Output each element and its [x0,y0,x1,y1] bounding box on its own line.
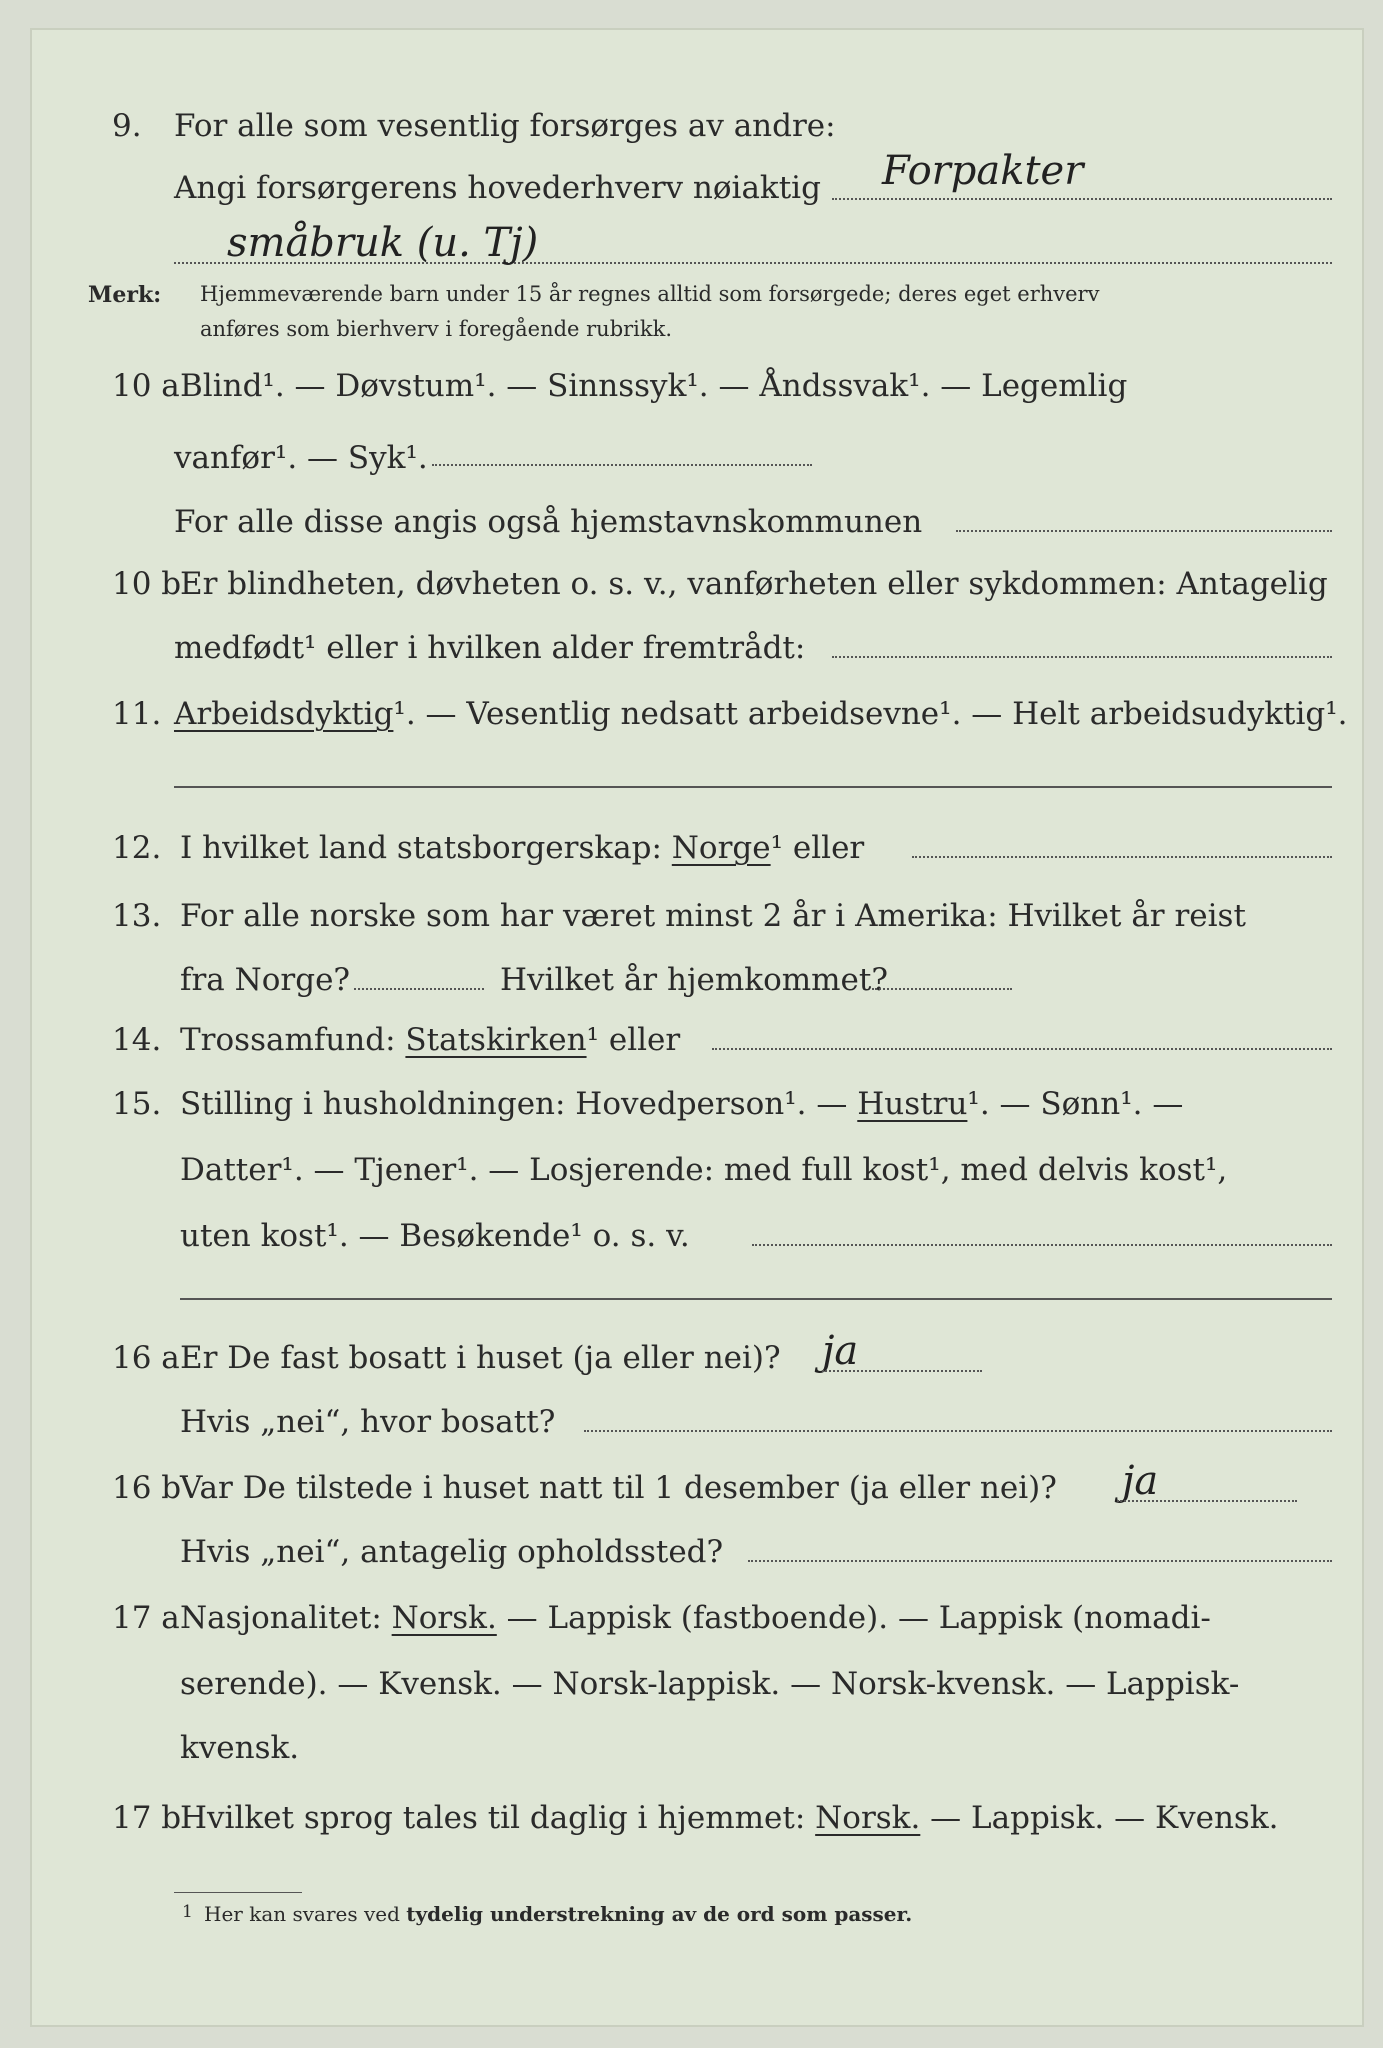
footnote-text [204,1902,912,1926]
q17b-prefix: Hvilket sprog tales til daglig i hjemmet: [180,1800,806,1836]
q17a-line1 [180,1600,1211,1636]
q15-line3: uten kost¹. — Besøkende¹ o. s. v. [180,1218,690,1254]
q15-number: 15. [112,1086,162,1122]
q14-underlined-answer: Statskirken [405,1022,587,1058]
q15-line1 [180,1086,1183,1122]
q13-departure-line [354,988,484,990]
q10a-line3: For alle disse angis også hjemstavnskommunen [174,504,923,540]
q17a-line3: kvensk. [180,1730,300,1766]
q9-answer-line1 [832,198,1332,200]
q16a-handwritten-answer: ja [822,1328,859,1374]
q11-underlined-answer: Arbeidsdyktig [174,696,394,732]
q13-line2a: fra Norge? [180,962,351,998]
q9-number: 9. [112,108,142,144]
q14-line1 [180,1022,680,1058]
q15-extra-line [180,1298,1332,1300]
q17b-number: 17 b [112,1800,182,1836]
q13-line2b: Hvilket år hjemkommet? [500,962,888,998]
q9-handwritten-continued: småbruk (u. Tj) [227,220,539,266]
q16a-line1: Er De fast bosatt i huset (ja eller nei)? [180,1340,781,1376]
q14-answer-line [712,1048,1332,1050]
q16b-location-line [748,1560,1332,1562]
q10b-answer-line [832,656,1332,658]
q15-answer-line [752,1244,1332,1246]
q16b-handwritten-answer: ja [1122,1458,1159,1504]
q13-number: 13. [112,898,162,934]
q13-line1: For alle norske som har været minst 2 år i Amerika: Hvilket år reist [180,898,1246,934]
q17a-line2: serende). — Kvensk. — Norsk-lappisk. — Norsk-kvensk. — Lappisk- [180,1666,1240,1702]
q10a-line2: vanfør¹. — Syk¹. [174,440,428,476]
q11-line1-rest: ¹. — Vesentlig nedsatt arbeidsevne¹. — Helt arbeidsudyktig¹. [393,696,1348,732]
q17a-line1-rest: — Lappisk (fastboende). — Lappisk (nomadi- [506,1600,1211,1636]
q16a-number: 16 a [112,1340,180,1376]
footnote-text-a: Her kan svares ved [204,1902,400,1926]
q15-prefix: Stilling i husholdningen: Hovedperson¹. — [180,1086,848,1122]
q17a-prefix: Nasjonalitet: [180,1600,382,1636]
q14-suffix: ¹ eller [586,1022,681,1058]
footnote-divider [174,1892,302,1893]
q14-prefix: Trossamfund: [180,1022,396,1058]
q11-answer-line [174,786,1332,788]
q13-return-line [872,988,1012,990]
q12-prefix: I hvilket land statsborgerskap: [180,830,662,866]
q15-line2: Datter¹. — Tjener¹. — Losjerende: med full kost¹, med delvis kost¹, [180,1152,1228,1188]
q10b-line2: medfødt¹ eller i hvilken alder fremtrådt: [174,630,806,666]
footnote-text-b: tydelig understrekning av de ord som passer. [406,1902,913,1926]
q10a-line1: Blind¹. — Døvstum¹. — Sinnssyk¹. — Åndssvak¹. — Legemlig [180,368,1128,404]
q9-handwritten-occupation: Forpakter [882,148,1084,194]
q17b-suffix: — Lappisk. — Kvensk. [930,1800,1279,1836]
q11-line1 [174,696,1348,732]
q9-line1: For alle som vesentlig forsørges av andre: [174,108,836,144]
q16a-answer-line [822,1370,982,1372]
merk-line2: anføres som bierhverv i foregående rubrikk. [200,317,673,341]
q16a-residence-line [584,1430,1332,1432]
q9-line2: Angi forsørgerens hovederhverv nøiaktig [174,170,821,206]
q10b-line1: Er blindheten, døvheten o. s. v., vanførheten eller sykdommen: Antagelig [180,566,1328,602]
q10a-hometown-line [956,530,1332,532]
merk-label: Merk: [88,282,162,308]
q17b-underlined-answer: Norsk. [815,1800,921,1836]
q17b-line1 [180,1800,1278,1836]
q14-number: 14. [112,1022,162,1058]
footnote-mark: 1 [182,1902,193,1922]
q12-suffix: ¹ eller [770,830,865,866]
q16a-line2: Hvis „nei“, hvor bosatt? [180,1404,556,1440]
q12-answer-line [912,856,1332,858]
q12-underlined-answer: Norge [671,830,771,866]
q15-underlined-answer: Hustru [857,1086,968,1122]
q17a-number: 17 a [112,1600,180,1636]
q10a-number: 10 a [112,368,180,404]
q10b-number: 10 b [112,566,182,602]
q12-line1 [180,830,864,866]
merk-line1: Hjemmeværende barn under 15 år regnes alltid som forsørgede; deres eget erhverv [200,282,1100,306]
census-form-page [30,28,1364,2027]
q16b-number: 16 b [112,1470,182,1506]
q11-number: 11. [112,696,162,732]
q16b-answer-line [1117,1500,1297,1502]
q12-number: 12. [112,830,162,866]
q16b-line2: Hvis „nei“, antagelig opholdssted? [180,1534,724,1570]
q15-suffix: ¹. — Sønn¹. — [967,1086,1184,1122]
q17a-underlined-answer: Norsk. [391,1600,497,1636]
q16b-line1: Var De tilstede i huset natt til 1 desember (ja eller nei)? [180,1470,1057,1506]
q10a-answer-line [432,464,812,466]
